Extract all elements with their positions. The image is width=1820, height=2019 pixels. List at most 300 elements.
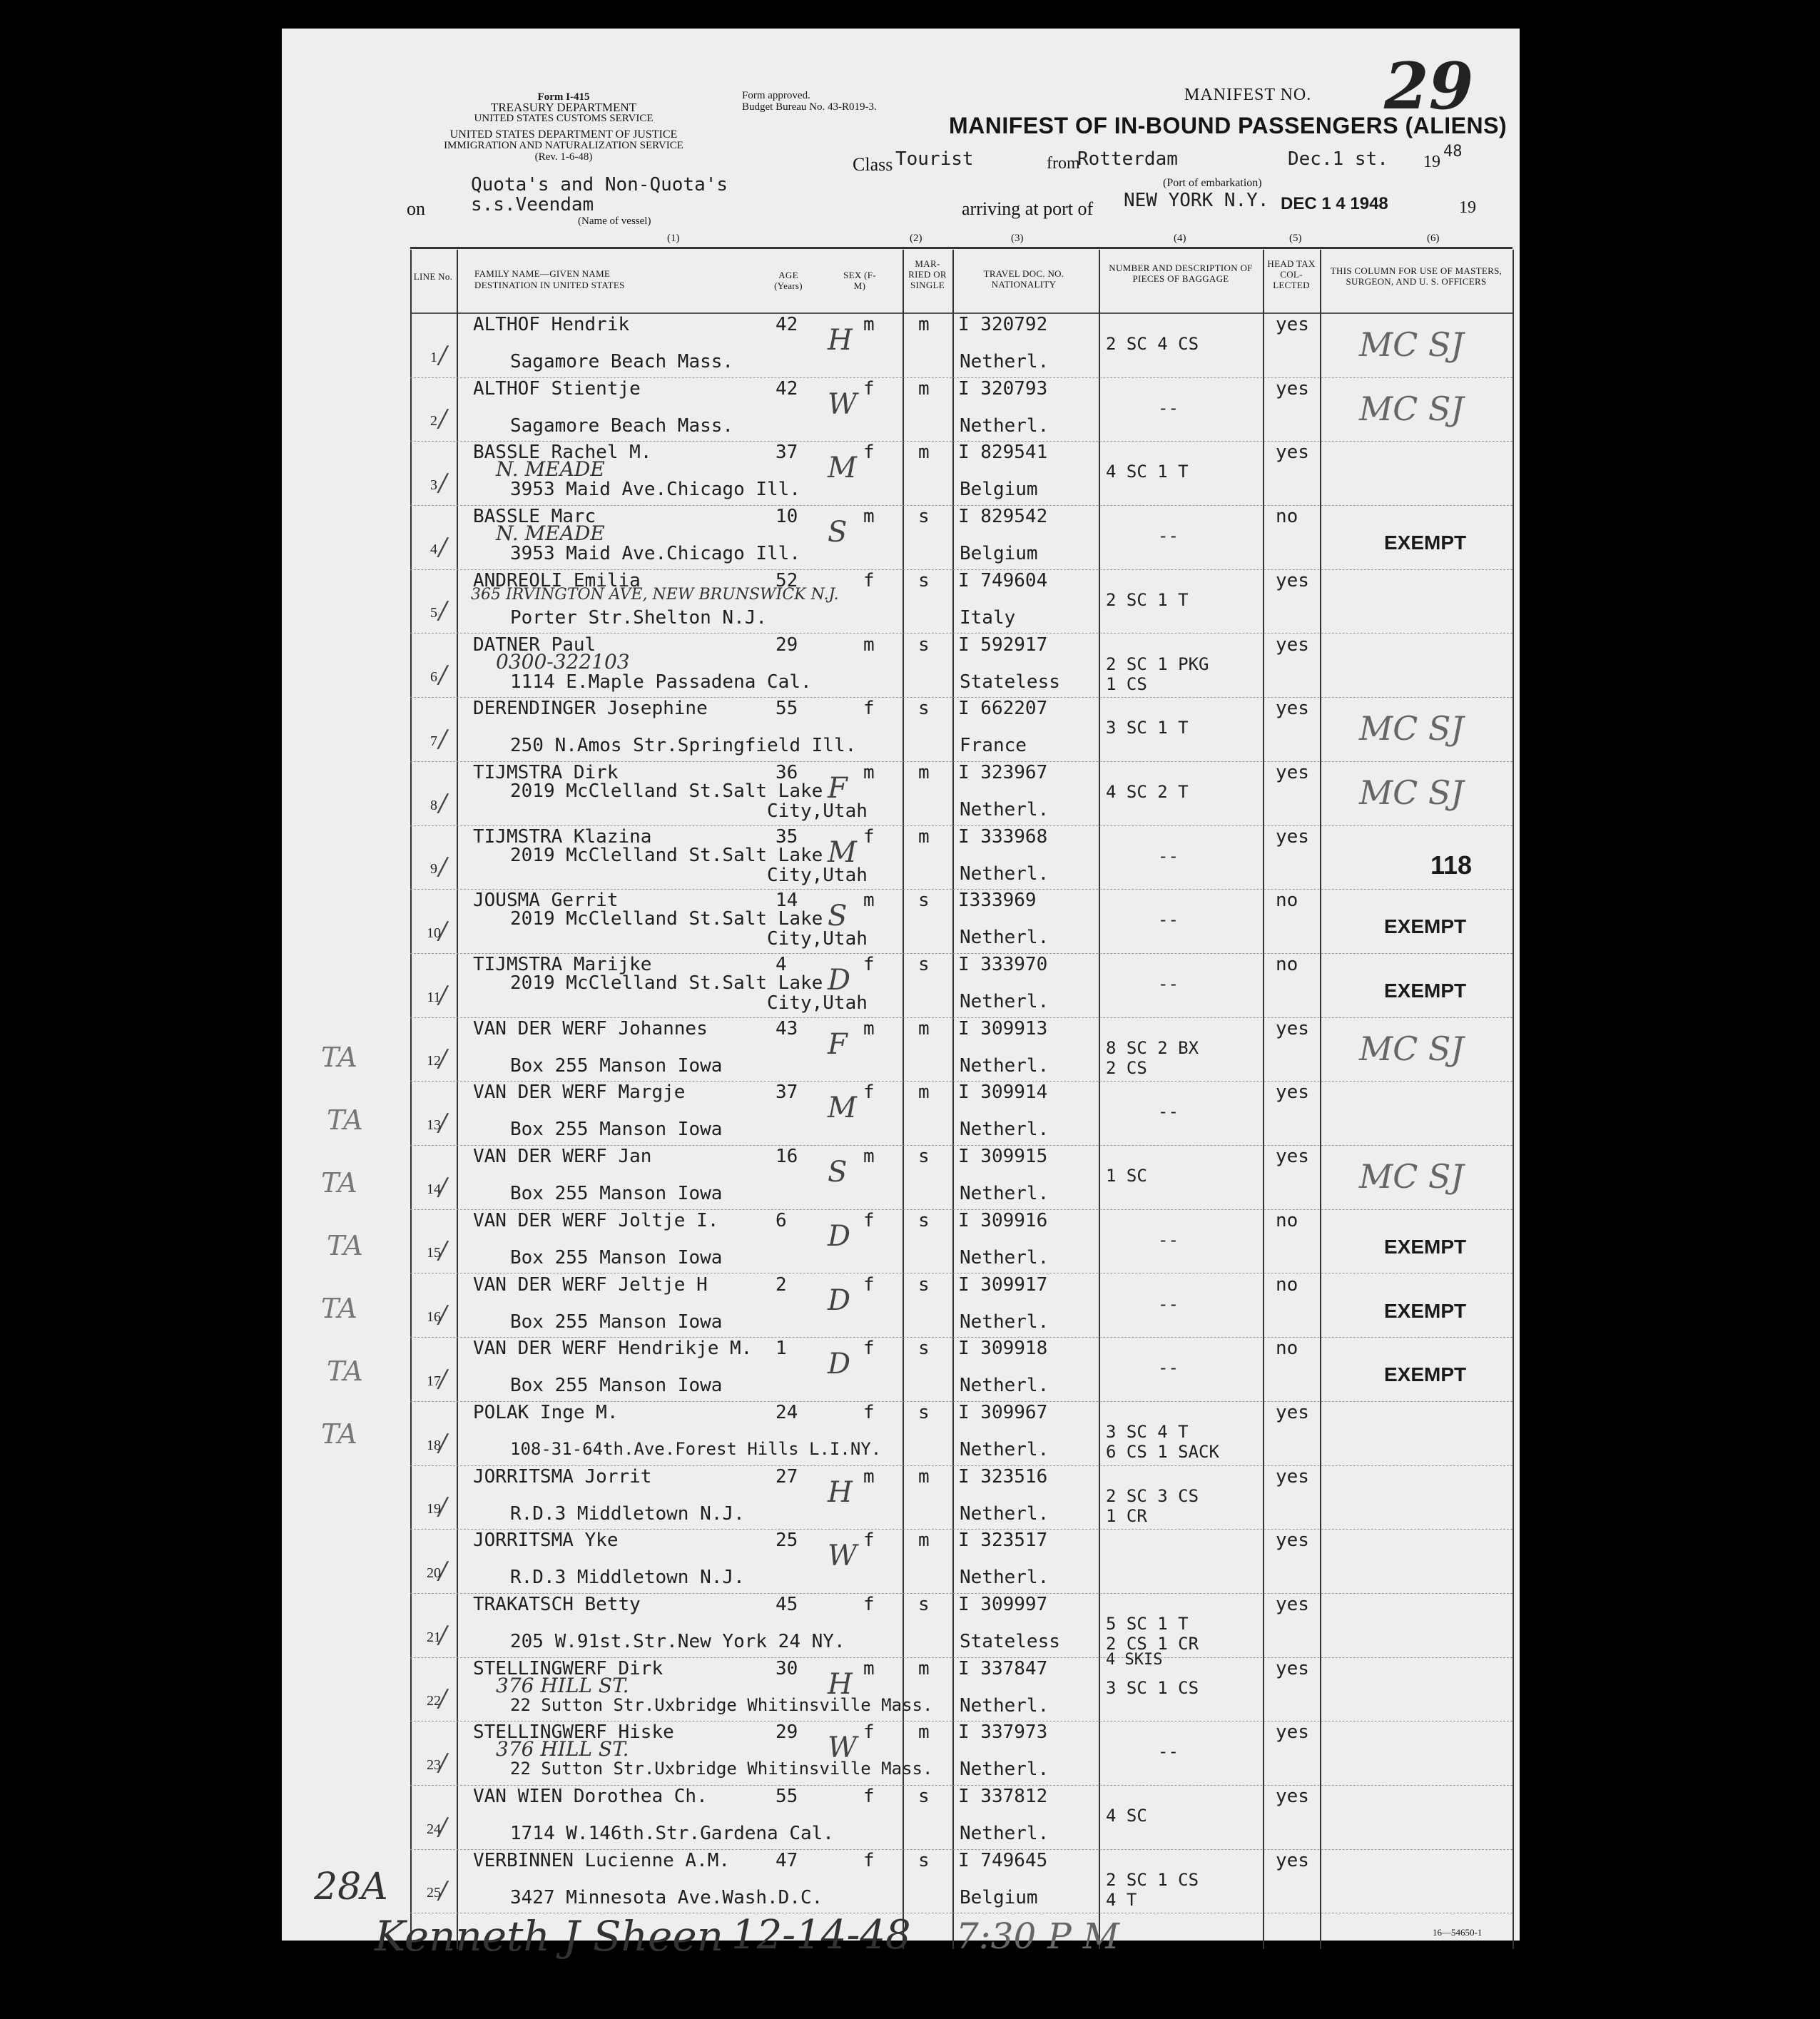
- destination: 2019 McClelland St.Salt Lake: [510, 908, 823, 930]
- passenger-name: BASSLE Rachel M.: [473, 442, 652, 464]
- nationality: Netherl.: [960, 1246, 1049, 1268]
- travel-doc-no: I 333968: [958, 825, 1048, 848]
- travel-doc-no: I 309914: [958, 1082, 1048, 1104]
- embarkation-note: (Port of embarkation): [1163, 177, 1262, 189]
- exempt-stamp: EXEMPT: [1384, 1363, 1467, 1386]
- passenger-name: VERBINNEN Lucienne A.M.: [473, 1849, 731, 1871]
- passenger-name: ALTHOF Stientje: [473, 377, 641, 400]
- check-mark: /: [439, 980, 447, 1010]
- col-header-line-no: LINE No.: [413, 271, 453, 282]
- check-mark: /: [439, 1492, 447, 1522]
- travel-doc-no: I 309918: [958, 1338, 1048, 1360]
- nationality: Netherl.: [960, 1759, 1049, 1781]
- relation-mark: D: [828, 1219, 851, 1253]
- table-row: [282, 698, 1520, 762]
- budget-bureau: Budget Bureau No. 43-R019-3.: [742, 101, 877, 113]
- head-tax: yes: [1276, 1146, 1309, 1168]
- nationality: Netherl.: [960, 1823, 1049, 1845]
- table-row: [282, 634, 1520, 698]
- marital-status: s: [918, 1273, 930, 1296]
- table-row: [282, 1530, 1520, 1594]
- table-row: [282, 1850, 1520, 1914]
- vessel-name: s.s.Veendam: [471, 194, 594, 215]
- baggage: 5 SC 1 T: [1106, 1614, 1189, 1634]
- marital-status: s: [918, 1849, 930, 1871]
- nationality: Netherl.: [960, 1502, 1049, 1525]
- age: 42: [776, 314, 798, 335]
- relation-mark: F: [828, 1027, 848, 1061]
- check-mark: /: [439, 1172, 447, 1201]
- manifest-page: [282, 29, 1520, 1960]
- year-suffix-1: 48: [1443, 143, 1463, 161]
- manifest-no-label: MANIFEST NO.: [1184, 86, 1312, 104]
- line-number: 23: [427, 1757, 441, 1774]
- check-mark: /: [439, 1301, 447, 1330]
- line-number: 12: [427, 1053, 441, 1069]
- officer-initials: MC SJ: [1359, 1029, 1464, 1068]
- travel-doc-no: I 662207: [958, 698, 1048, 720]
- sex: f: [863, 1530, 875, 1552]
- vessel-line-1: Quota's and Non-Quota's: [471, 174, 728, 195]
- line-number: 24: [427, 1821, 441, 1837]
- destination-line-2: City,Utah: [767, 800, 868, 822]
- nationality: Italy: [960, 606, 1016, 629]
- sex: m: [863, 761, 875, 783]
- head-tax: yes: [1276, 1082, 1309, 1104]
- check-mark: /: [439, 724, 447, 753]
- arrival-date-stamp: DEC 1 4 1948: [1281, 194, 1388, 213]
- col-header-head-tax: HEAD TAX COL-LECTED: [1267, 258, 1316, 290]
- nationality: Netherl.: [960, 1054, 1049, 1077]
- nationality: Belgium: [960, 543, 1038, 565]
- ins-service: IMMIGRATION AND NATURALIZATION SERVICE: [444, 140, 683, 151]
- passenger-name: DATNER Paul: [473, 634, 596, 656]
- line-number: 18: [427, 1437, 441, 1453]
- head-tax: yes: [1276, 698, 1309, 720]
- check-mark: /: [439, 1236, 447, 1266]
- baggage: --: [1158, 1358, 1179, 1378]
- destination: 205 W.91st.Str.New York 24 NY.: [510, 1631, 845, 1652]
- head-tax: no: [1276, 890, 1298, 912]
- line-number: 17: [427, 1373, 441, 1389]
- marital-status: m: [918, 1465, 930, 1487]
- sex: f: [863, 1722, 875, 1744]
- passenger-name: STELLINGWERF Hiske: [473, 1722, 674, 1744]
- relation-mark: D: [828, 1283, 851, 1317]
- sex: m: [863, 1657, 875, 1679]
- sex: m: [863, 634, 875, 656]
- baggage: 3 SC 1 CS: [1106, 1677, 1199, 1698]
- destination: 1114 E.Maple Passadena Cal.: [510, 671, 812, 693]
- passenger-name: VAN WIEN Dorothea Ch.: [473, 1786, 708, 1808]
- destination: Box 255 Manson Iowa: [510, 1183, 723, 1205]
- table-row: [282, 1658, 1520, 1722]
- marital-status: m: [918, 377, 930, 400]
- table-row: [282, 1402, 1520, 1466]
- destination: 2019 McClelland St.Salt Lake: [510, 780, 823, 802]
- baggage: 3 SC 4 T: [1106, 1421, 1189, 1442]
- nationality: Belgium: [960, 479, 1038, 501]
- travel-doc-no: I 309916: [958, 1209, 1048, 1231]
- line-number: 7: [430, 733, 437, 749]
- sex: m: [863, 314, 875, 335]
- baggage: --: [1158, 974, 1179, 994]
- table-row: [282, 378, 1520, 442]
- travel-doc-no: I 323967: [958, 761, 1048, 783]
- travel-doc-no: I 309913: [958, 1017, 1048, 1039]
- year-prefix-1: 19: [1423, 153, 1440, 171]
- table-row: [282, 1722, 1520, 1786]
- sex: m: [863, 1146, 875, 1168]
- destination: 22 Sutton Str.Uxbridge Whitinsville Mass.: [510, 1759, 933, 1779]
- baggage: 1 SC: [1106, 1166, 1147, 1186]
- check-mark: /: [439, 1044, 447, 1074]
- marital-status: s: [918, 569, 930, 591]
- marital-status: s: [918, 1338, 930, 1360]
- col-header-officers: THIS COLUMN FOR USE OF MASTERS, SURGEON, AND U. S. OFFICERS: [1330, 265, 1503, 287]
- marital-status: m: [918, 1722, 930, 1744]
- nationality: Stateless: [960, 671, 1060, 693]
- stamp-number: 118: [1430, 850, 1473, 880]
- relation-mark: M: [828, 835, 857, 869]
- check-mark: /: [439, 1556, 447, 1585]
- destination: Box 255 Manson Iowa: [510, 1054, 723, 1077]
- baggage: --: [1158, 1741, 1179, 1762]
- marital-status: s: [918, 1209, 930, 1231]
- sex: m: [863, 1017, 875, 1039]
- head-tax: yes: [1276, 1786, 1309, 1808]
- baggage-line-2: 1 CR: [1106, 1505, 1147, 1526]
- col-header-name: FAMILY NAME—GIVEN NAME: [474, 268, 611, 279]
- check-mark: /: [439, 788, 447, 818]
- destination: 22 Sutton Str.Uxbridge Whitinsville Mass.: [510, 1694, 933, 1715]
- relation-mark: M: [828, 1092, 857, 1125]
- baggage: --: [1158, 1293, 1179, 1314]
- print-code: 16—54650-1: [1433, 1927, 1483, 1938]
- marital-status: s: [918, 506, 930, 528]
- destination: 2019 McClelland St.Salt Lake: [510, 972, 823, 994]
- handwritten-correction: 0300-322103: [496, 649, 630, 673]
- travel-doc-no: I 323517: [958, 1530, 1048, 1552]
- officer-initials: MC SJ: [1359, 389, 1464, 428]
- line-number: 16: [427, 1309, 441, 1326]
- sex: f: [863, 442, 875, 464]
- check-mark: /: [439, 1749, 447, 1778]
- line-number: 14: [427, 1181, 441, 1197]
- age: 42: [776, 377, 798, 400]
- marital-status: m: [918, 1530, 930, 1552]
- col-num-2: (2): [910, 233, 922, 244]
- age: 27: [776, 1465, 798, 1487]
- handwritten-correction: 365 IRVINGTON AVE, NEW BRUNSWICK N.J.: [471, 585, 839, 604]
- travel-doc-no: I 323516: [958, 1465, 1048, 1487]
- col-header-travel-doc: TRAVEL DOC. NO. NATIONALITY: [983, 268, 1064, 290]
- marital-status: s: [918, 1146, 930, 1168]
- nationality: Netherl.: [960, 1375, 1049, 1397]
- form-number: Form I-415: [537, 91, 590, 103]
- destination-line-2: City,Utah: [767, 928, 868, 950]
- destination: 108-31-64th.Ave.Forest Hills L.I.NY.: [510, 1438, 882, 1459]
- baggage-line-2: 2 CS 1 CR: [1106, 1634, 1199, 1654]
- line-number: 8: [430, 797, 437, 813]
- from-value: Rotterdam: [1077, 148, 1178, 170]
- manifest-no-value: 29: [1384, 49, 1474, 124]
- passenger-name: VAN DER WERF Jan: [473, 1146, 652, 1168]
- margin-28a: 28A: [314, 1866, 388, 1908]
- treasury-dept: TREASURY DEPARTMENT: [490, 101, 637, 114]
- nationality: Belgium: [960, 1886, 1038, 1908]
- passenger-name: VAN DER WERF Hendrikje M.: [473, 1338, 753, 1360]
- table-row: [282, 1210, 1520, 1274]
- exempt-stamp: EXEMPT: [1384, 1235, 1467, 1258]
- sex: f: [863, 1401, 875, 1423]
- nationality: France: [960, 735, 1027, 757]
- margin-ta-mark: TA: [321, 1293, 357, 1324]
- table-row: [282, 890, 1520, 954]
- travel-doc-no: I 333970: [958, 954, 1048, 975]
- check-mark: /: [439, 340, 447, 370]
- baggage: --: [1158, 397, 1179, 418]
- relation-mark: M: [828, 452, 857, 485]
- departure-date: Dec.1 st.: [1288, 148, 1388, 170]
- passenger-name: VAN DER WERF Margje: [473, 1082, 686, 1104]
- check-mark: /: [439, 596, 447, 626]
- line-number: 4: [430, 541, 437, 557]
- sex: f: [863, 1786, 875, 1808]
- line-number: 6: [430, 669, 437, 686]
- passenger-name: POLAK Inge M.: [473, 1401, 619, 1423]
- destination: Box 255 Manson Iowa: [510, 1246, 723, 1268]
- line-number: 1: [430, 349, 437, 365]
- head-tax: yes: [1276, 1594, 1309, 1615]
- table-row: [282, 314, 1520, 378]
- passenger-name: TIJMSTRA Dirk: [473, 761, 619, 783]
- table-row: [282, 1338, 1520, 1402]
- sex: m: [863, 506, 875, 528]
- nationality: Netherl.: [960, 927, 1049, 949]
- head-tax: no: [1276, 1273, 1298, 1296]
- nationality: Netherl.: [960, 1119, 1049, 1141]
- destination: 250 N.Amos Str.Springfield Ill.: [510, 735, 857, 757]
- manifest-title: MANIFEST OF IN-BOUND PASSENGERS (ALIENS): [949, 113, 1508, 138]
- age: 24: [776, 1401, 798, 1423]
- relation-mark: H: [828, 324, 853, 357]
- marital-status: s: [918, 1401, 930, 1423]
- age: 29: [776, 1722, 798, 1744]
- table-row: [282, 1018, 1520, 1082]
- line-number: 10: [427, 925, 441, 941]
- line-number: 25: [427, 1885, 441, 1901]
- relation-mark: F: [828, 771, 848, 805]
- relation-mark: D: [828, 1348, 851, 1381]
- head-tax: yes: [1276, 1849, 1309, 1871]
- signature-time: 7:30 P M: [956, 1916, 1119, 1957]
- relation-mark: W: [828, 1540, 858, 1573]
- table-top-rule: [410, 247, 1513, 249]
- passenger-name: STELLINGWERF Dirk: [473, 1657, 664, 1679]
- line-number: 3: [430, 477, 437, 494]
- handwritten-correction: 376 HILL ST.: [496, 1737, 629, 1761]
- baggage: 2 SC 1 CS: [1106, 1869, 1199, 1890]
- head-tax: yes: [1276, 442, 1309, 464]
- baggage: 4 SC 1 T: [1106, 462, 1189, 482]
- vessel-note: (Name of vessel): [578, 215, 651, 227]
- arriving-label: arriving at port of: [962, 198, 1094, 219]
- nationality: Netherl.: [960, 415, 1049, 437]
- destination: 3953 Maid Ave.Chicago Ill.: [510, 543, 800, 565]
- head-tax: no: [1276, 506, 1298, 528]
- col-num-4: (4): [1174, 233, 1186, 244]
- travel-doc-no: I 309967: [958, 1401, 1048, 1423]
- check-mark: /: [439, 1684, 447, 1714]
- table-row: [282, 442, 1520, 506]
- head-tax: no: [1276, 954, 1298, 975]
- baggage-line-2: 1 CS: [1106, 673, 1147, 694]
- marital-status: s: [918, 634, 930, 656]
- marital-status: m: [918, 1017, 930, 1039]
- passenger-name: TIJMSTRA Marijke: [473, 954, 652, 975]
- line-number: 9: [430, 861, 437, 878]
- form-revision: (Rev. 1-6-48): [534, 151, 593, 163]
- officer-initials: MC SJ: [1359, 1157, 1464, 1196]
- travel-doc-no: I333969: [958, 890, 1037, 912]
- baggage: --: [1158, 845, 1179, 866]
- travel-doc-no: I 309997: [958, 1594, 1048, 1615]
- head-tax: no: [1276, 1209, 1298, 1231]
- nationality: Netherl.: [960, 863, 1049, 885]
- nationality: Stateless: [960, 1631, 1060, 1652]
- nationality: Netherl.: [960, 1438, 1049, 1460]
- head-tax: yes: [1276, 825, 1309, 848]
- check-mark: /: [439, 532, 447, 561]
- passenger-name: JOUSMA Gerrit: [473, 890, 619, 912]
- age: 2: [776, 1273, 787, 1296]
- baggage-line-2: 2 CS: [1106, 1057, 1147, 1078]
- baggage-line-3: 4 SKIS: [1106, 1651, 1163, 1669]
- destination: R.D.3 Middletown N.J.: [510, 1567, 745, 1589]
- baggage: 2 SC 1 PKG: [1106, 653, 1209, 674]
- relation-mark: W: [828, 387, 858, 421]
- travel-doc-no: I 337812: [958, 1786, 1048, 1808]
- passenger-name: TIJMSTRA Klazina: [473, 825, 652, 848]
- travel-doc-no: I 749604: [958, 569, 1048, 591]
- head-tax: yes: [1276, 1465, 1309, 1487]
- line-number: 20: [427, 1565, 441, 1581]
- passenger-name: VAN DER WERF Joltje I.: [473, 1209, 719, 1231]
- line-number: 15: [427, 1245, 441, 1261]
- table-row: [282, 1466, 1520, 1530]
- travel-doc-no: I 309917: [958, 1273, 1048, 1296]
- year-prefix-2: 19: [1459, 198, 1476, 217]
- head-tax: no: [1276, 1338, 1298, 1360]
- age: 36: [776, 761, 798, 783]
- margin-ta-mark: TA: [321, 1042, 357, 1073]
- marital-status: s: [918, 1786, 930, 1808]
- passenger-name: BASSLE Marc: [473, 506, 596, 528]
- marital-status: m: [918, 314, 930, 335]
- passenger-name: VAN DER WERF Johannes: [473, 1017, 708, 1039]
- check-mark: /: [439, 1812, 447, 1841]
- destination-line-2: City,Utah: [767, 992, 868, 1014]
- handwritten-correction: 376 HILL ST.: [496, 1673, 629, 1697]
- destination-line-2: City,Utah: [767, 864, 868, 886]
- col-num-6: (6): [1427, 233, 1440, 244]
- marital-status: s: [918, 1594, 930, 1615]
- destination: Sagamore Beach Mass.: [510, 351, 734, 372]
- marital-status: m: [918, 1082, 930, 1104]
- line-number: 11: [427, 989, 441, 1005]
- table-row: [282, 1274, 1520, 1338]
- baggage: 4 SC 2 T: [1106, 781, 1189, 802]
- sex: f: [863, 1209, 875, 1231]
- travel-doc-no: I 337973: [958, 1722, 1048, 1744]
- sex: f: [863, 954, 875, 975]
- col-num-3: (3): [1011, 233, 1024, 244]
- head-tax: yes: [1276, 634, 1309, 656]
- signature-date: 12-14-48: [731, 1912, 911, 1958]
- marital-status: m: [918, 761, 930, 783]
- baggage: 8 SC 2 BX: [1106, 1037, 1199, 1058]
- baggage: 2 SC 1 T: [1106, 589, 1189, 610]
- table-row: [282, 506, 1520, 570]
- age: 10: [776, 506, 798, 528]
- sex: f: [863, 825, 875, 848]
- check-mark: /: [439, 853, 447, 882]
- marital-status: m: [918, 442, 930, 464]
- col-num-5: (5): [1289, 233, 1302, 244]
- sex: f: [863, 1082, 875, 1104]
- handwritten-correction: N. MEADE: [496, 522, 605, 546]
- travel-doc-no: I 320792: [958, 314, 1048, 335]
- table-row: [282, 762, 1520, 826]
- marital-status: s: [918, 890, 930, 912]
- baggage: 3 SC 1 T: [1106, 718, 1189, 738]
- travel-doc-no: I 320793: [958, 377, 1048, 400]
- check-mark: /: [439, 1109, 447, 1138]
- sex: f: [863, 1849, 875, 1871]
- head-tax: yes: [1276, 761, 1309, 783]
- exempt-stamp: EXEMPT: [1384, 532, 1467, 554]
- sex: f: [863, 1273, 875, 1296]
- baggage: --: [1158, 910, 1179, 930]
- head-tax: yes: [1276, 314, 1309, 335]
- check-mark: /: [439, 1876, 447, 1906]
- travel-doc-no: I 309915: [958, 1146, 1048, 1168]
- passenger-name: ALTHOF Hendrik: [473, 314, 630, 335]
- col-header-baggage: NUMBER AND DESCRIPTION OF PIECES OF BAGGAGE: [1109, 263, 1253, 284]
- margin-ta-mark: TA: [321, 1418, 357, 1450]
- check-mark: /: [439, 405, 447, 434]
- margin-ta-mark: TA: [327, 1104, 363, 1136]
- arriving-port: NEW YORK N.Y.: [1124, 190, 1269, 211]
- baggage: 2 SC 4 CS: [1106, 334, 1199, 354]
- head-tax: yes: [1276, 1722, 1309, 1744]
- age: 52: [776, 569, 798, 591]
- baggage: --: [1158, 1229, 1179, 1250]
- check-mark: /: [439, 1364, 447, 1393]
- baggage: 2 SC 3 CS: [1106, 1485, 1199, 1506]
- age: 55: [776, 698, 798, 720]
- nationality: Netherl.: [960, 351, 1049, 372]
- margin-ta-mark: TA: [321, 1167, 357, 1199]
- col-num-1: (1): [667, 233, 680, 244]
- baggage: --: [1158, 1102, 1179, 1122]
- age: 30: [776, 1657, 798, 1679]
- age: 25: [776, 1530, 798, 1552]
- handwritten-correction: N. MEADE: [496, 457, 605, 482]
- passenger-name: ANDREOLI Emilia: [473, 569, 641, 591]
- destination: Porter Str.Shelton N.J.: [510, 606, 768, 629]
